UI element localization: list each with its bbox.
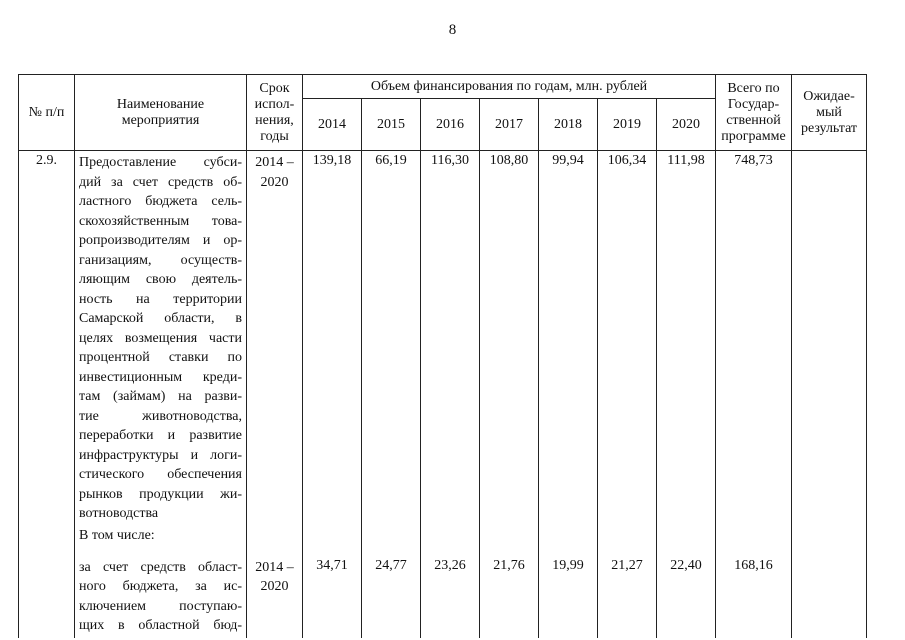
row-number [19, 556, 75, 638]
value-cell: 99,94 [539, 151, 598, 524]
name-line: инфраструктуры и логи- [79, 447, 242, 463]
value-cell: 66,19 [362, 151, 421, 524]
header-year: 2018 [539, 99, 598, 151]
value-cell: 111,98 [657, 151, 716, 524]
value-cell: 23,26 [421, 556, 480, 638]
name-line: ного бюджета, за ис- [79, 579, 242, 594]
period-line: 2014 – [255, 559, 294, 575]
value-cell [598, 524, 657, 556]
value-cell: 139,18 [303, 151, 362, 524]
name-line: ластного бюджета сель- [79, 194, 242, 209]
header-year: 2016 [421, 99, 480, 151]
value-cell: 106,34 [598, 151, 657, 524]
value-cell: 21,27 [598, 556, 657, 638]
name-line: ропроизводителям и ор- [79, 233, 242, 248]
name-line: тие животноводства, [79, 408, 242, 424]
header-year: 2017 [480, 99, 539, 151]
budget-table [18, 74, 867, 638]
header-year: 2020 [657, 99, 716, 151]
header-year: 2019 [598, 99, 657, 151]
name-line: Самарской области, в [79, 311, 242, 326]
row-note: В том числе: [75, 524, 247, 556]
value-cell [657, 524, 716, 556]
total-cell: 748,73 [716, 151, 792, 524]
row-number [19, 524, 75, 556]
result-cell [792, 524, 867, 556]
result-cell [792, 556, 867, 638]
name-line: там (займам) на разви- [79, 389, 242, 404]
value-cell: 34,71 [303, 556, 362, 638]
name-line: за счет средств област- [79, 559, 242, 575]
value-cell: 22,40 [657, 556, 716, 638]
value-cell [421, 524, 480, 556]
value-cell: 19,99 [539, 556, 598, 638]
period-line: 2014 – [255, 155, 294, 170]
header-result: Ожидае-мый результат [792, 75, 867, 151]
total-cell: 168,16 [716, 556, 792, 638]
table-row [19, 524, 867, 556]
table-row [19, 556, 867, 638]
header-name: Наименование мероприятия [75, 75, 247, 151]
value-cell: 21,76 [480, 556, 539, 638]
name-line: целях возмещения части [79, 330, 242, 346]
name-line: стического обеспечения [79, 467, 242, 482]
row-name [75, 151, 247, 524]
row-name [75, 556, 247, 638]
header-period: Срок испол-нения, годы [247, 75, 303, 151]
row-period [247, 556, 303, 638]
name-line: Предоставление субси- [79, 155, 242, 170]
header-no: № п/п [19, 75, 75, 151]
name-line: инвестиционным креди- [79, 369, 242, 385]
name-line: переработки и развитие [79, 428, 242, 443]
period-line: 2020 [260, 579, 289, 594]
value-cell: 108,80 [480, 151, 539, 524]
header-year: 2014 [303, 99, 362, 151]
value-cell [480, 524, 539, 556]
row-period [247, 151, 303, 524]
header-year: 2015 [362, 99, 421, 151]
name-line: щих в областной бюд- [79, 618, 242, 633]
name-line: ность на территории [79, 291, 242, 307]
name-line: ключением поступаю- [79, 598, 242, 614]
name-line: рынков продукции жи- [79, 486, 242, 502]
page-number: 8 [448, 22, 457, 38]
name-line: ляющим свою деятель- [79, 272, 242, 287]
name-line: дий за счет средств об- [79, 174, 242, 190]
name-line: ганизациям, осуществ- [79, 252, 242, 268]
header-funding-group: Объем финансирования по годам, млн. рублей [303, 75, 716, 99]
value-cell [539, 524, 598, 556]
period-line: 2020 [260, 174, 289, 190]
total-cell [716, 524, 792, 556]
row-period [247, 524, 303, 556]
name-line: скохозяйственным това- [79, 213, 242, 229]
value-cell [362, 524, 421, 556]
result-cell [792, 151, 867, 524]
value-cell: 24,77 [362, 556, 421, 638]
header-total: Всего по Государ-ственной программе [716, 75, 792, 151]
name-line: процентной ставки по [79, 350, 242, 365]
value-cell: 116,30 [421, 151, 480, 524]
table-row [19, 151, 867, 524]
value-cell [303, 524, 362, 556]
name-line: вотноводства [79, 506, 159, 521]
row-number: 2.9. [19, 151, 75, 524]
